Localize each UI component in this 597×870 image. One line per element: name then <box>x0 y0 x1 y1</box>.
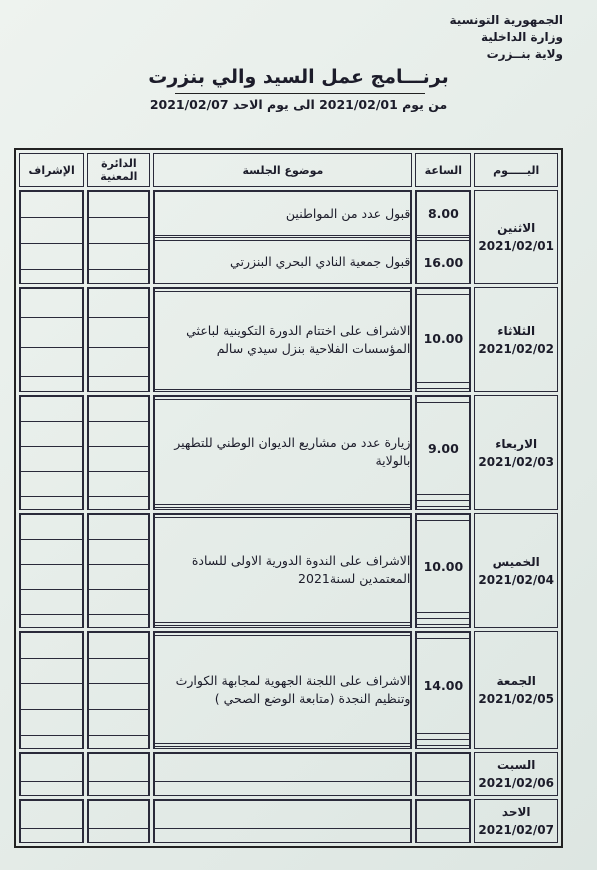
empty-cell <box>89 633 149 659</box>
empty-cell <box>21 515 83 540</box>
ministry-header <box>449 12 563 63</box>
time-value <box>417 828 470 842</box>
day-row <box>19 190 558 284</box>
supervision-cell-subgrid <box>20 800 83 842</box>
day-name: الاحد <box>501 805 531 819</box>
document-subtitle: من يوم 2021/02/01 الى يوم الاحد 2021/02/07 <box>149 97 448 112</box>
empty-cell <box>89 828 149 842</box>
day-date: 2021/02/01 <box>478 239 554 253</box>
empty-cell <box>89 565 149 590</box>
empty-cell <box>89 447 149 472</box>
department-cell-subgrid <box>88 191 149 283</box>
department-cell <box>87 799 150 843</box>
time-value: 16.00 <box>417 241 470 283</box>
supervision-cell <box>19 513 84 628</box>
day-name: الخميس <box>492 554 540 569</box>
header-republic: الجمهورية التونسية <box>449 13 563 27</box>
supervision-cell <box>19 799 84 843</box>
department-cell <box>87 287 150 392</box>
topic-text <box>155 747 411 748</box>
topic-text <box>155 508 411 509</box>
supervision-cell-subgrid <box>20 396 83 509</box>
time-cell <box>415 799 471 843</box>
day-date: 2021/02/07 <box>478 823 554 837</box>
time-cell <box>415 287 471 392</box>
col-header-day: اليـــــوم <box>474 153 558 187</box>
empty-cell <box>21 658 83 684</box>
time-cell <box>415 190 471 284</box>
department-cell <box>87 752 150 796</box>
topic-text <box>155 801 411 829</box>
day-row <box>19 631 558 749</box>
empty-cell <box>21 289 83 318</box>
empty-cell <box>21 801 83 829</box>
day-name: الجمعة <box>496 674 536 688</box>
department-cell <box>87 631 150 749</box>
time-subgrid <box>416 288 470 391</box>
time-subgrid <box>416 514 470 627</box>
time-subgrid <box>416 753 470 795</box>
day-name: السبت <box>496 758 536 772</box>
department-cell-subgrid <box>88 632 149 748</box>
empty-cell <box>21 497 83 510</box>
department-cell-subgrid <box>88 514 149 627</box>
time-value: 10.00 <box>417 294 470 383</box>
empty-cell <box>89 397 149 422</box>
supervision-cell-subgrid <box>20 191 83 283</box>
empty-cell <box>89 218 149 244</box>
department-cell <box>87 395 150 510</box>
topic-text: زيارة عدد من مشاريع الديوان الوطني للتطهير بالولاية <box>155 399 411 504</box>
empty-cell <box>89 289 149 318</box>
empty-cell <box>89 658 149 684</box>
day-date: 2021/02/06 <box>478 776 554 790</box>
time-cell <box>415 631 471 749</box>
topic-cell <box>153 190 412 284</box>
supervision-cell <box>19 190 84 284</box>
empty-cell <box>21 472 83 497</box>
time-value: 14.00 <box>417 638 470 733</box>
empty-cell <box>89 615 149 628</box>
supervision-cell-subgrid <box>20 753 83 795</box>
topic-cell <box>153 513 412 628</box>
topic-subgrid <box>154 396 411 509</box>
supervision-cell-subgrid <box>20 288 83 391</box>
department-cell-subgrid <box>88 753 149 795</box>
topic-text <box>155 626 411 627</box>
empty-cell <box>21 270 83 283</box>
empty-cell <box>89 735 149 748</box>
time-value <box>417 506 470 509</box>
empty-cell <box>89 515 149 540</box>
header-governorate: ولاية بنــزرت <box>486 47 563 61</box>
time-value <box>417 801 470 829</box>
time-subgrid <box>416 800 470 842</box>
supervision-cell <box>19 631 84 749</box>
topic-text: قبول جمعية النادي البحري البنزرتي <box>155 240 411 283</box>
topic-text <box>155 828 411 842</box>
topic-text: قبول عدد من المواطنين <box>155 192 411 236</box>
col-header-supervision: الإشراف <box>19 153 84 187</box>
day-cell <box>474 513 558 628</box>
topic-subgrid <box>154 288 411 391</box>
topic-text <box>155 754 411 782</box>
day-cell <box>474 799 558 843</box>
topic-cell <box>153 752 412 796</box>
day-name: الاثنين <box>497 221 536 235</box>
department-cell <box>87 513 150 628</box>
empty-cell <box>21 447 83 472</box>
empty-cell <box>89 347 149 376</box>
empty-cell <box>89 781 149 795</box>
empty-cell <box>21 633 83 659</box>
empty-cell <box>21 709 83 735</box>
empty-cell <box>21 590 83 615</box>
day-date: 2021/02/05 <box>478 692 554 706</box>
topic-subgrid <box>154 632 411 748</box>
empty-cell <box>89 801 149 829</box>
topic-text: الاشراف على اختتام الدورة التكوينية لباعثي المؤسسات الفلاحية بنزل سيدي سالم <box>155 291 411 390</box>
topic-subgrid <box>154 514 411 627</box>
topic-text: الاشراف على الندوة الدورية الاولى للسادة المعتمدين لسنة2021 <box>155 517 411 622</box>
time-subgrid <box>416 191 470 283</box>
topic-subgrid <box>154 191 411 283</box>
time-cell <box>415 395 471 510</box>
empty-cell <box>21 781 83 795</box>
topic-subgrid <box>154 800 411 842</box>
day-cell <box>474 395 558 510</box>
department-cell <box>87 190 150 284</box>
day-row <box>19 752 558 796</box>
empty-cell <box>89 754 149 782</box>
document-title: برنـــامج عمل السيد والي بنزرت <box>148 66 449 88</box>
time-subgrid <box>416 396 470 509</box>
empty-cell <box>21 376 83 391</box>
time-value <box>417 754 470 782</box>
day-cell <box>474 631 558 749</box>
topic-cell <box>153 395 412 510</box>
empty-cell <box>21 192 83 218</box>
empty-cell <box>89 318 149 347</box>
empty-cell <box>89 540 149 565</box>
department-cell-subgrid <box>88 800 149 842</box>
topic-cell <box>153 631 412 749</box>
empty-cell <box>89 472 149 497</box>
topic-text <box>155 390 411 391</box>
topic-cell <box>153 287 412 392</box>
empty-cell <box>21 735 83 748</box>
time-value <box>417 781 470 795</box>
time-value: 8.00 <box>417 192 470 236</box>
day-row <box>19 513 558 628</box>
department-cell-subgrid <box>88 396 149 509</box>
empty-cell <box>89 497 149 510</box>
topic-subgrid <box>154 753 411 795</box>
empty-cell <box>21 684 83 710</box>
empty-cell <box>89 270 149 283</box>
col-header-topic: موضوع الجلسة <box>153 153 412 187</box>
empty-cell <box>21 397 83 422</box>
day-row <box>19 395 558 510</box>
empty-cell <box>89 422 149 447</box>
supervision-cell <box>19 395 84 510</box>
day-date: 2021/02/02 <box>478 341 554 356</box>
header-ministry: وزارة الداخلية <box>480 30 563 44</box>
title-underline <box>175 93 425 94</box>
empty-cell <box>89 590 149 615</box>
empty-cell <box>21 615 83 628</box>
col-header-department: الدائرة المعنية <box>87 153 150 187</box>
supervision-cell-subgrid <box>20 632 83 748</box>
empty-cell <box>21 218 83 244</box>
empty-cell <box>89 709 149 735</box>
empty-cell <box>89 244 149 270</box>
day-cell <box>474 287 558 392</box>
empty-cell <box>21 244 83 270</box>
time-value: 9.00 <box>417 402 470 494</box>
day-name: الاربعاء <box>495 436 538 451</box>
day-cell <box>474 752 558 796</box>
empty-cell <box>89 192 149 218</box>
empty-cell <box>21 754 83 782</box>
col-header-time: الساعة <box>415 153 471 187</box>
schedule-body <box>19 190 558 843</box>
empty-cell <box>21 565 83 590</box>
day-row <box>19 287 558 392</box>
day-name: الثلاثاء <box>497 323 536 338</box>
department-cell-subgrid <box>88 288 149 391</box>
empty-cell <box>21 540 83 565</box>
day-date: 2021/02/04 <box>478 572 554 587</box>
topic-text <box>155 781 411 795</box>
time-value <box>417 745 470 748</box>
empty-cell <box>21 422 83 447</box>
topic-cell <box>153 799 412 843</box>
day-row <box>19 799 558 843</box>
supervision-cell-subgrid <box>20 514 83 627</box>
day-date: 2021/02/03 <box>478 454 554 469</box>
time-value: 10.00 <box>417 520 470 612</box>
time-cell <box>415 752 471 796</box>
time-value <box>417 388 470 391</box>
supervision-cell <box>19 287 84 392</box>
empty-cell <box>21 347 83 376</box>
schedule-table <box>14 148 563 848</box>
time-cell <box>415 513 471 628</box>
empty-cell <box>89 684 149 710</box>
time-value <box>417 624 470 627</box>
topic-text: الاشراف على اللجنة الجهوية لمجابهة الكوارث وتنظيم النجدة (متابعة الوضع الصحي ) <box>155 635 411 743</box>
empty-cell <box>21 828 83 842</box>
time-subgrid <box>416 632 470 748</box>
empty-cell <box>21 318 83 347</box>
day-cell <box>474 190 558 284</box>
empty-cell <box>89 376 149 391</box>
supervision-cell <box>19 752 84 796</box>
